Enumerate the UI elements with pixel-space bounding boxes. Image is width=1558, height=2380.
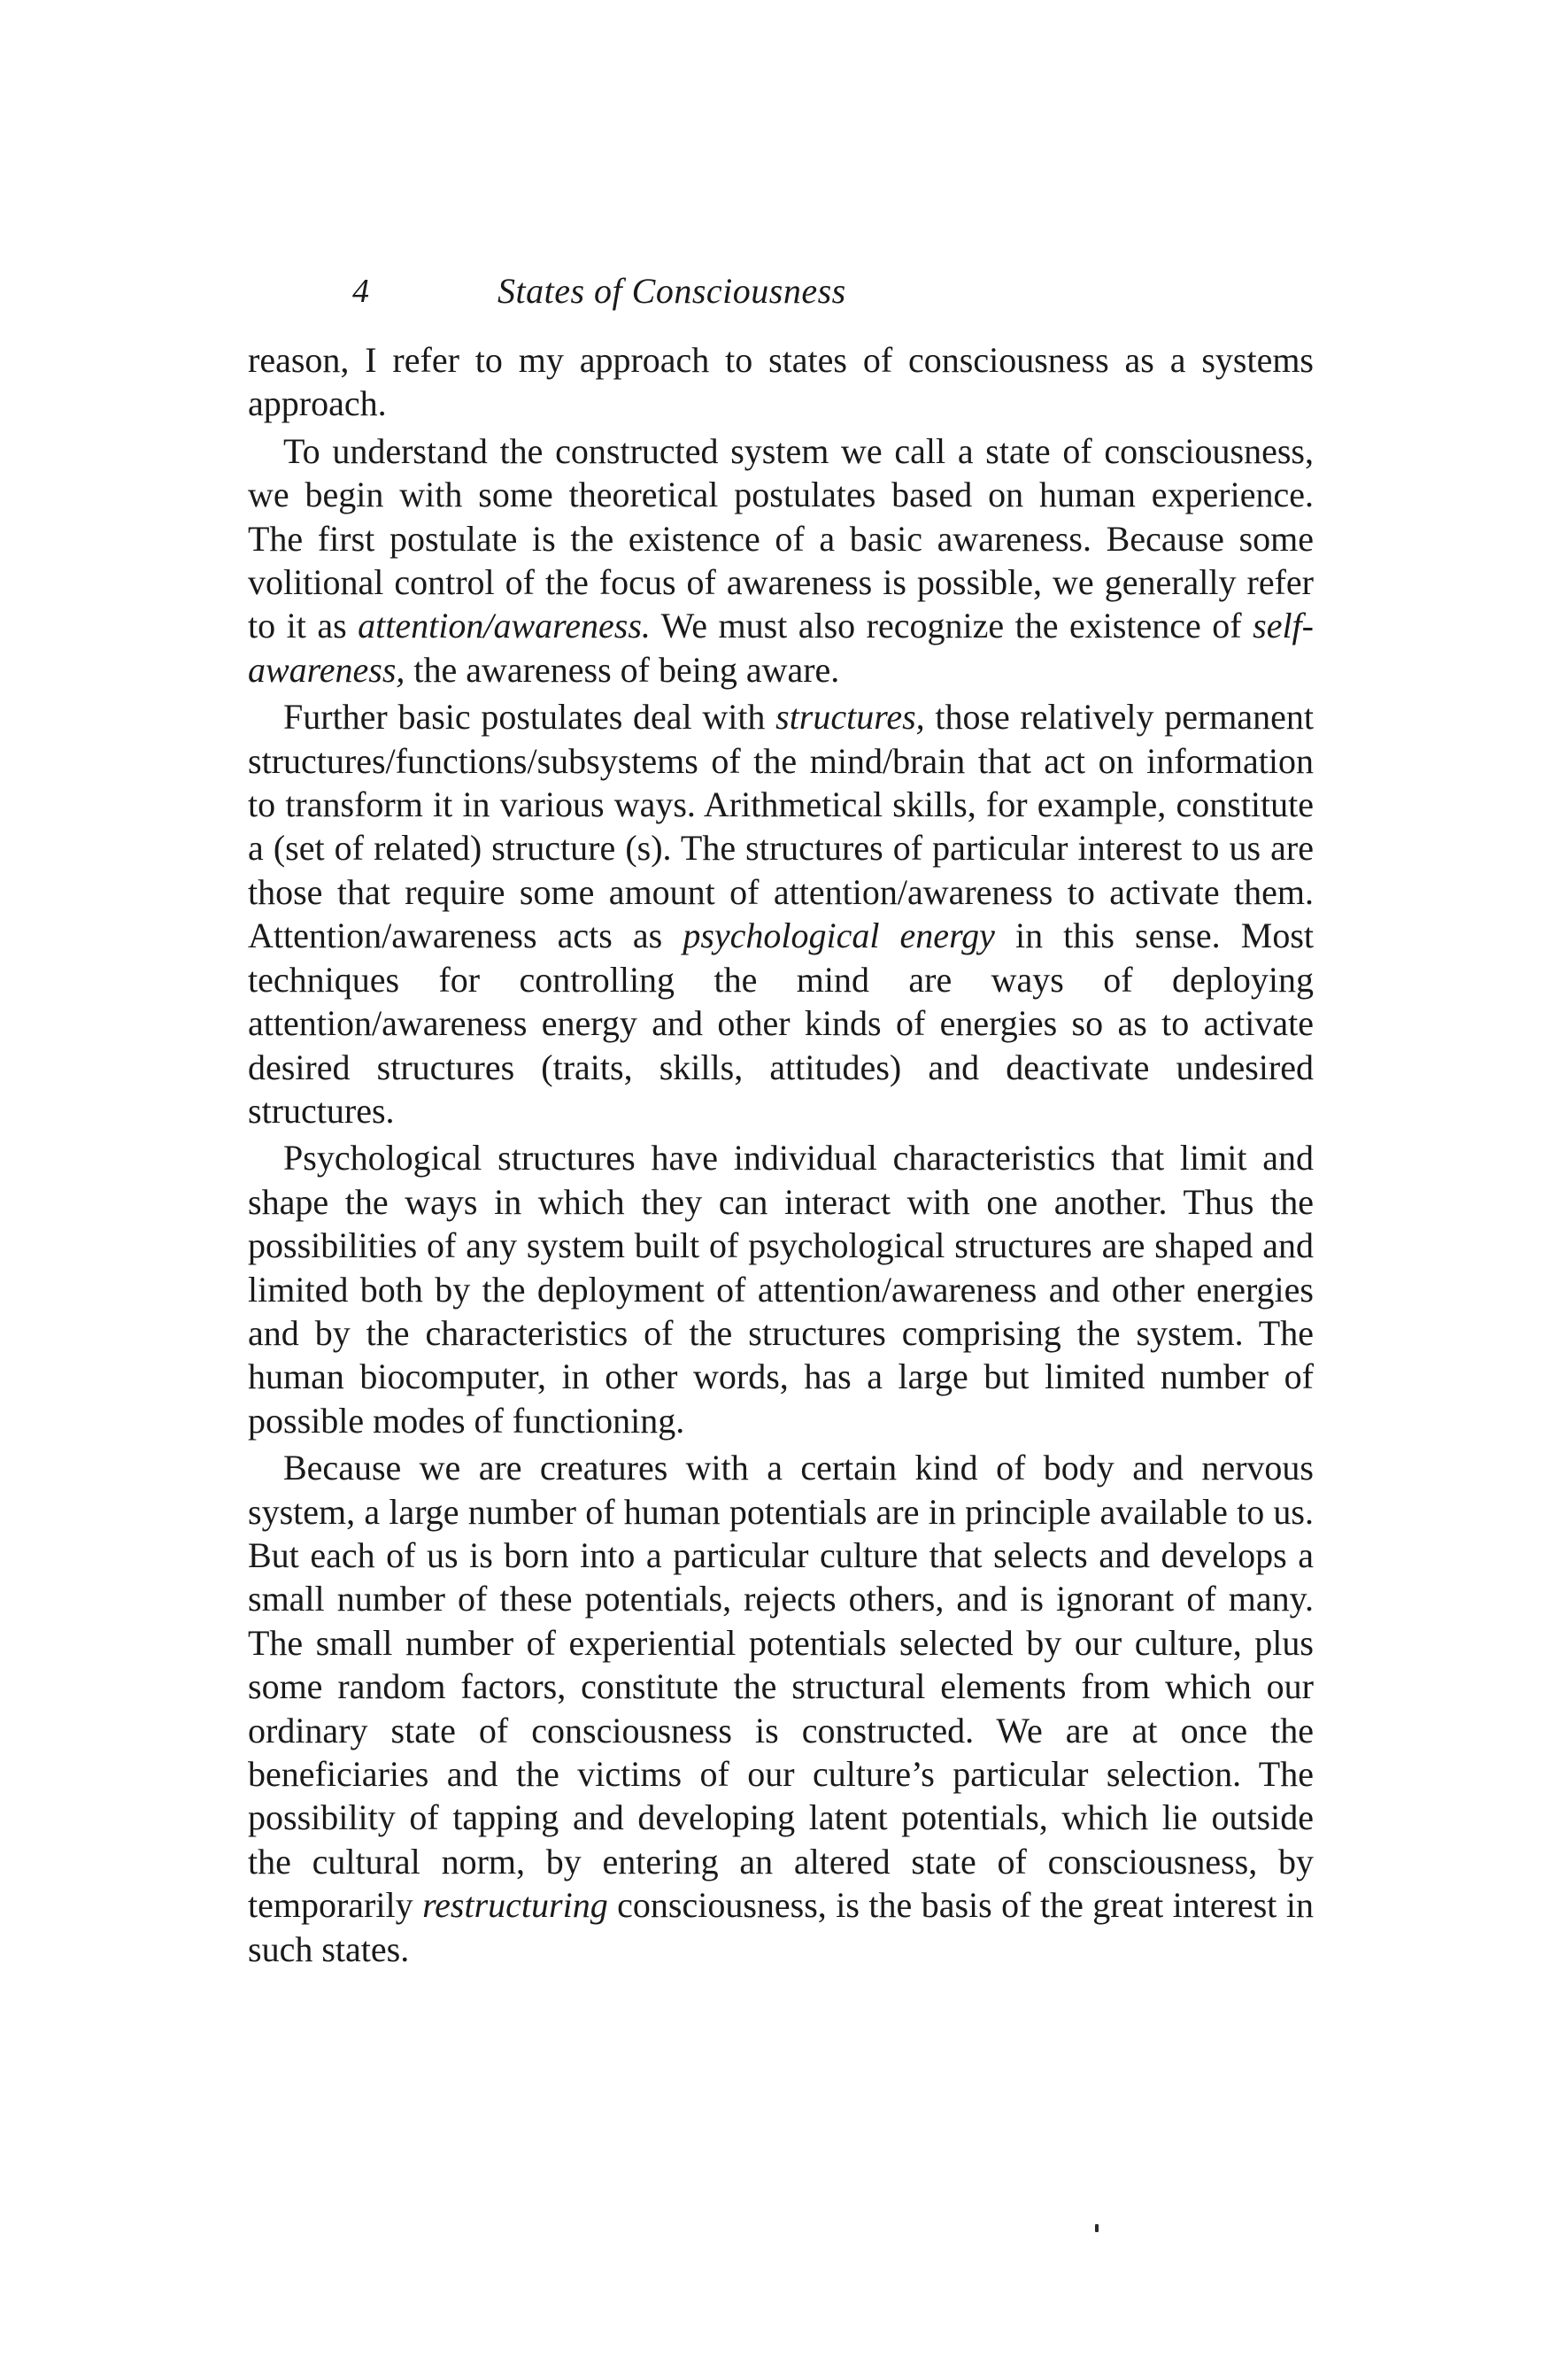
paragraph-text: To understand the constructed system we call a state of consciousness, we begin with some theoretical postulates based on human experience. The first postulate is the existence of a basic awareness. Because some volitional control of the focus of awareness is possible, we generally refer to it as bbox=[248, 430, 1314, 646]
italic-term-psychological-energy: psychological energy bbox=[683, 916, 995, 956]
paragraph-1 bbox=[248, 338, 1314, 426]
paragraph-5 bbox=[248, 1446, 1314, 1971]
paragraph-text: We must also recognize the existence of bbox=[650, 606, 1253, 646]
italic-term-self-awareness: self-awareness, bbox=[248, 606, 1314, 690]
paragraph-text: Psychological structures have individual characteristics that limit and shape the ways in which they can interact with one another. Thus the possibilities of any system built of psychological structures are shaped and limited both by the deployment of attention/awareness and other energies and by the characteristics of the structures comprising the system. The human biocomputer, in other words, has a large but limited number of possible modes of functioning. bbox=[248, 1138, 1314, 1441]
running-title: States of Consciousness bbox=[497, 271, 846, 311]
page-number: 4 bbox=[352, 273, 369, 310]
paragraph-text: in this sense. Most techniques for controlling the mind are ways of deploying attention/awareness energy and other kinds of energies so as to activate desired structures (traits, skills, attitudes) and deactivate undesired structures. bbox=[248, 916, 1315, 1131]
paragraph-text: those relatively permanent structures/functions/subsystems of the mind/brain that act on information to transform it in various ways. Arithmetical skills, for example, constitute a (set of related) structure (s). The structures of particular interest to us are those that require some amount of attention/awareness to activate them. Attention/awareness acts as bbox=[248, 697, 1314, 956]
italic-term-attention-awareness: attention/awareness. bbox=[358, 606, 651, 646]
paragraph-text: consciousness, is the basis of the great interest in such states. bbox=[248, 1885, 1314, 1969]
running-head bbox=[248, 269, 1314, 313]
paragraph-text: Further basic postulates deal with bbox=[283, 697, 776, 738]
paragraph-3 bbox=[248, 695, 1314, 1132]
paragraph-text: Because we are creatures with a certain kind of body and nervous system, a large number of human potentials are in principle available to us. But each of us is born into a particular culture that selects and develops a small number of these potentials, rejects others, and is ignorant of many. The small number of experiential potentials selected by our culture, plus some random factors, constitute the structural elements from which our ordinary state of consciousness is constructed. We are at once the beneficiaries and the victims of our culture’s particular selection. The possibility of tapping and developing latent potentials, which lie outside the cultural norm, by entering an altered state of consciousness, by temporarily bbox=[248, 1448, 1314, 1926]
scan-speck bbox=[1095, 2224, 1099, 2232]
paragraph-4 bbox=[248, 1136, 1314, 1442]
italic-term-restructuring: restructuring bbox=[422, 1885, 608, 1926]
paragraph-2 bbox=[248, 429, 1314, 692]
paragraph-text: reason, I refer to my approach to states of consciousness as a systems approach. bbox=[248, 340, 1314, 424]
paragraph-text: the awareness of being aware. bbox=[405, 649, 840, 690]
italic-term-structures: structures, bbox=[775, 697, 925, 738]
body-text bbox=[248, 338, 1314, 1974]
